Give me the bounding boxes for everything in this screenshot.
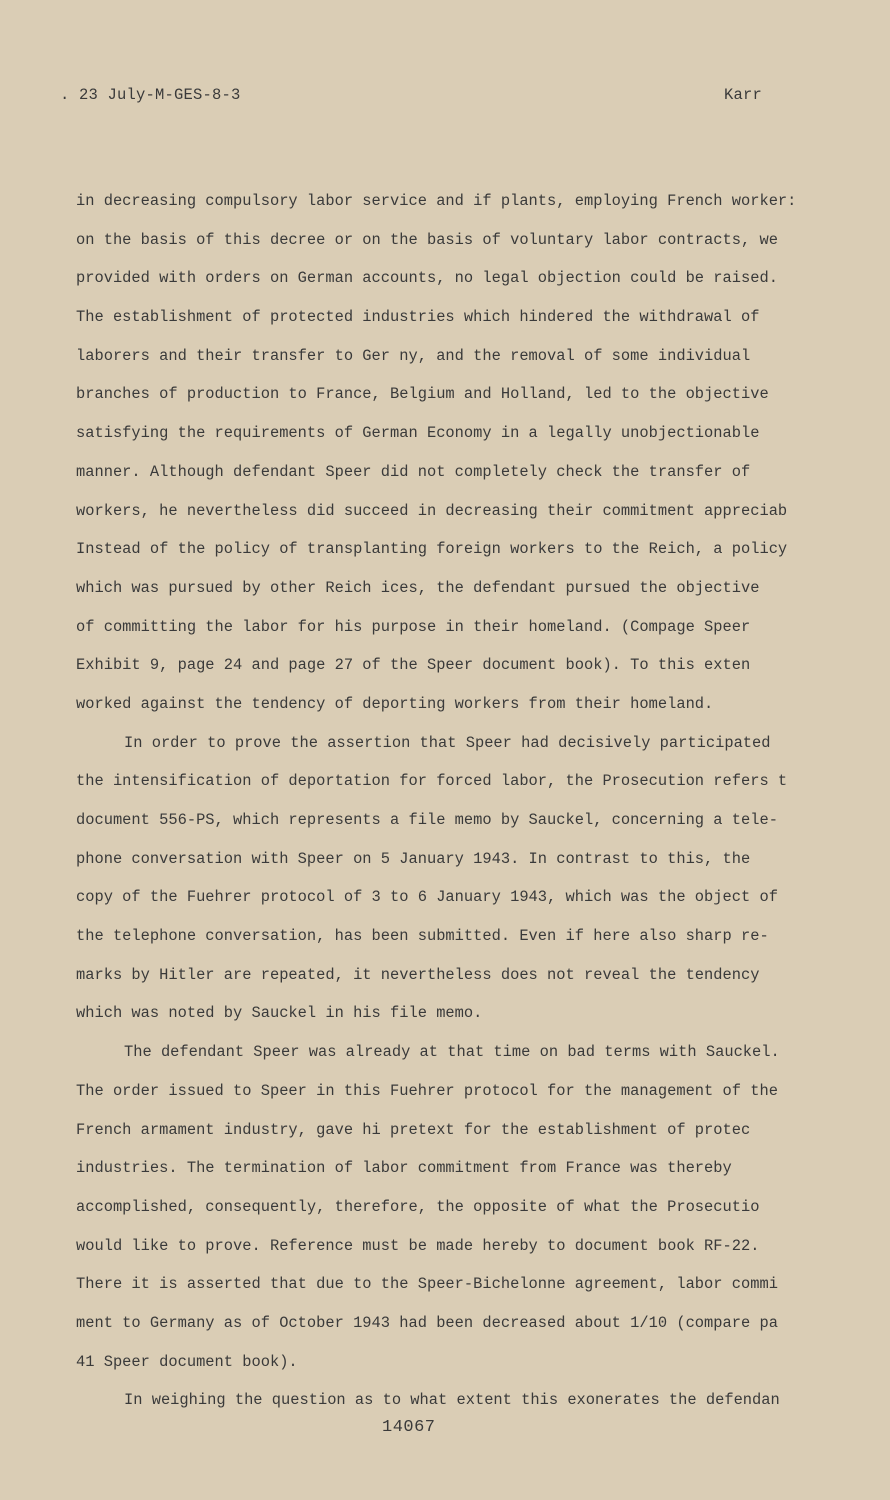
text-line: document 556-PS, which represents a file memo by Sauckel, concerning a tele-: [76, 811, 778, 829]
text-line: In order to prove the assertion that Speer had decisively participated: [124, 733, 771, 752]
page-number: 14067: [382, 1418, 436, 1437]
text-line: The establishment of protected industries which hindered the withdrawal of: [76, 308, 760, 327]
text-line: the intensification of deportation for forced labor, the Prosecution refers t: [76, 772, 788, 791]
text-line: provided with orders on German accounts, no legal objection could be raised.: [76, 269, 778, 288]
text-line: which was noted by Sauckel in his file memo.: [76, 1004, 483, 1023]
text-line: satisfying the requirements of German Economy in a legally unobjectionable: [76, 424, 760, 443]
text-line: 41 Speer document book).: [76, 1352, 298, 1371]
text-line: phone conversation with Speer on 5 January 1943. In contrast to this, the: [76, 849, 751, 868]
text-line: would like to prove. Reference must be made hereby to document book RF-22.: [76, 1236, 760, 1255]
transcript-body: [76, 182, 828, 1420]
text-line: Exhibit 9, page 24 and page 27 of the Speer document book). To this exten: [76, 656, 751, 675]
text-line: branches of production to France, Belgium and Holland, led to the objective: [76, 385, 769, 404]
text-line: workers, he nevertheless did succeed in decreasing their commitment appreciab: [76, 501, 788, 520]
text-line: The order issued to Speer in this Fuehrer protocol for the management of the: [76, 1081, 778, 1100]
text-line: The defendant Speer was already at that time on bad terms with Sauckel.: [124, 1043, 780, 1062]
text-line: the telephone conversation, has been submitted. Even if here also sharp re-: [76, 927, 769, 946]
text-line: manner. Although defendant Speer did not completely check the transfer of: [76, 462, 751, 481]
text-line: accomplished, consequently, therefore, the opposite of what the Prosecutio: [76, 1197, 760, 1216]
document-reference: . 23 July-M-GES-8-3: [60, 86, 241, 104]
text-line: copy of the Fuehrer protocol of 3 to 6 January 1943, which was the object of: [76, 888, 778, 907]
text-line: laborers and their transfer to Ger ny, and the removal of some individual: [76, 346, 751, 365]
text-line: ment to Germany as of October 1943 had been decreased about 1/10 (compare pa: [76, 1313, 778, 1332]
text-line: on the basis of this decree or on the basis of voluntary labor contracts, we: [76, 230, 778, 249]
text-line: marks by Hitler are repeated, it nevertheless does not reveal the tendency: [76, 965, 760, 984]
text-line: in decreasing compulsory labor service and if plants, employing French worker:: [76, 192, 797, 210]
text-line: worked against the tendency of deporting workers from their homeland.: [76, 694, 714, 713]
text-line: French armament industry, gave hi pretext for the establishment of protec: [76, 1120, 751, 1139]
text-line: In weighing the question as to what extent this exonerates the defendan: [124, 1391, 780, 1410]
text-line: There it is asserted that due to the Speer-Bichelonne agreement, labor commi: [76, 1275, 778, 1294]
text-line: Instead of the policy of transplanting foreign workers to the Reich, a policy: [76, 540, 788, 559]
text-line: which was pursued by other Reich ices, the defendant pursued the objective: [76, 578, 760, 597]
text-line: of committing the labor for his purpose in their homeland. (Compage Speer: [76, 617, 751, 636]
speaker-name: Karr: [723, 86, 762, 104]
text-line: industries. The termination of labor commitment from France was thereby: [76, 1159, 732, 1178]
